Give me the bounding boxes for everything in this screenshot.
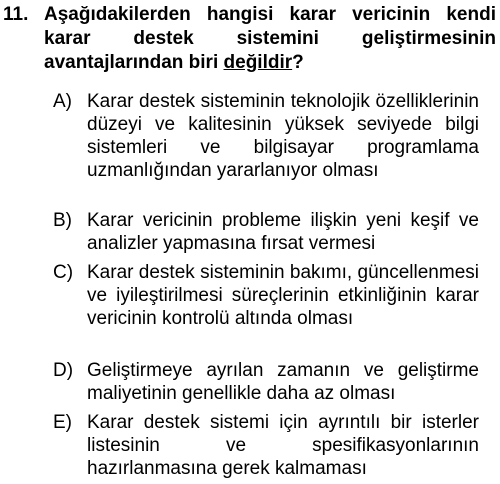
option-text: Karar destek sistemi için ayrıntılı bir isterler listesinin ve spesifikasyonlarının hazırlanmasına gerek kalmaması [87, 412, 479, 479]
option-text: Karar destek sisteminin bakımı, güncellenmesi ve iyileştirilmesi süreçlerinin etkinliğinin karar vericinin kontrolü altında olması [87, 262, 479, 329]
option-letter: B) [53, 210, 72, 231]
option-text: Geliştirmeye ayrılan zamanın ve geliştirme maliyetinin genellikle daha az olması [87, 360, 479, 404]
option-letter: C) [53, 262, 74, 283]
stem-question-mark: ? [292, 52, 304, 73]
option-text: Karar vericinin probleme ilişkin yeni keşif ve analizler yapmasına fırsat vermesi [87, 210, 479, 254]
question-stem [44, 3, 496, 75]
stem-negation: değildir [223, 52, 293, 73]
option-text: Karar destek sisteminin teknolojik özelliklerinin düzeyi ve kalitesinin yüksek seviyede bilgi sistemleri ve bilgisayar programlama uzmanlığından yararlanıyor olması [87, 91, 479, 181]
stem-text: Aşağıdakilerden hangisi karar vericinin kendi karar destek sistemini geliştirmesinin avantajlarından biri [44, 4, 496, 73]
option-letter: A) [53, 91, 72, 112]
option-letter: E) [53, 412, 72, 433]
option-letter: D) [53, 360, 74, 381]
question-number: 11. [3, 4, 29, 25]
